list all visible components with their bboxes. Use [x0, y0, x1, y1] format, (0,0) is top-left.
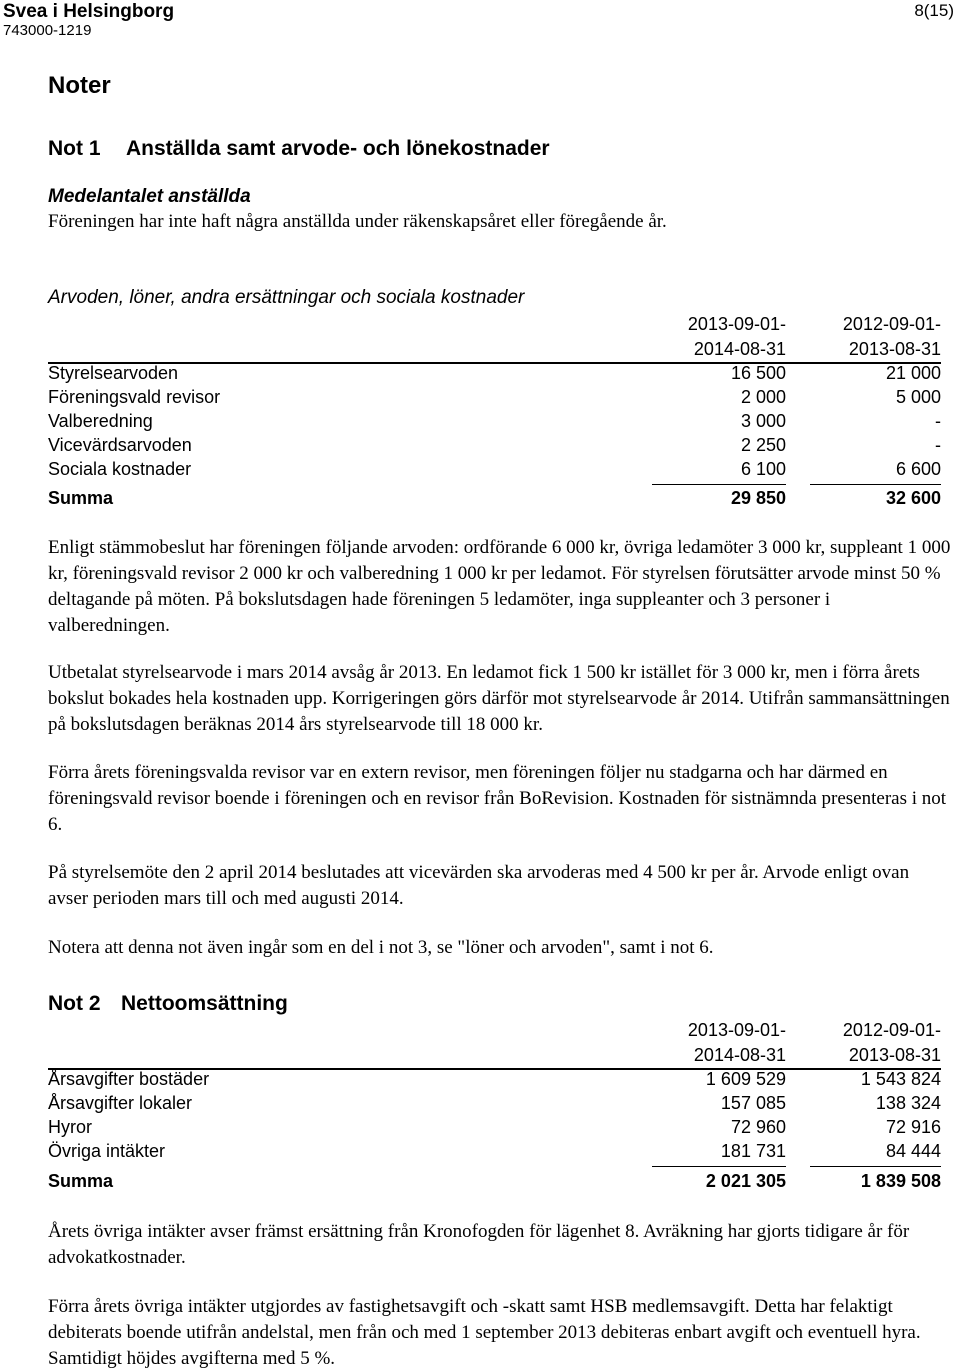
- revenue-col1-header: [688, 1018, 786, 1068]
- table-row: [48, 1093, 941, 1117]
- organization-name: Svea i Helsingborg: [3, 1, 175, 22]
- row-label: Hyror: [48, 1117, 92, 1137]
- note2-number: Not 2: [48, 992, 101, 1015]
- fees-col2-line2: 2013-08-31: [848, 339, 941, 359]
- row-label: Vicevärdsarvoden: [48, 435, 192, 455]
- row-value-previous: -: [935, 435, 941, 455]
- sum-value-current: 29 850: [730, 488, 786, 508]
- sum-label: Summa: [48, 1171, 114, 1191]
- paragraph: Förra årets övriga intäkter utgjordes av fastighetsavgift och -skatt samt HSB medlemsavgift. Detta har felaktigt debiterats boende utifrån andelstal, men från och med 1 september 2013 debiteras enbart avgift och eventuell hyra. Samtidigt höjdes avgifterna med 5 %.: [48, 1296, 921, 1369]
- note2-heading: [48, 992, 288, 1016]
- fees-col1-header: [688, 312, 786, 362]
- row-value-current: 3 000: [740, 411, 786, 431]
- row-label: Årsavgifter lokaler: [48, 1093, 193, 1113]
- table-row: [48, 1117, 941, 1141]
- fees-col1-line1: 2013-09-01-: [687, 314, 786, 334]
- table-sum-row: [48, 488, 941, 512]
- row-value-current: 16 500: [730, 363, 786, 383]
- row-value-previous: 138 324: [875, 1093, 941, 1113]
- sum-value-previous: 32 600: [885, 488, 941, 508]
- sum-value-current: 2 021 305: [705, 1171, 786, 1191]
- table-row: [48, 411, 941, 435]
- row-value-current: 181 731: [720, 1141, 786, 1161]
- note1-number: Not 1: [48, 137, 101, 160]
- row-value-current: 2 250: [740, 435, 786, 455]
- note2-title: Nettoomsättning: [121, 992, 288, 1015]
- row-label: Föreningsvald revisor: [48, 387, 221, 407]
- row-value-previous: -: [935, 411, 941, 431]
- row-value-current: 72 960: [730, 1117, 786, 1137]
- row-value-current: 157 085: [720, 1093, 786, 1113]
- revenue-col2-line1: 2012-09-01-: [842, 1020, 941, 1040]
- note1-title: Anställda samt arvode- och lönekostnader: [126, 137, 550, 160]
- row-value-previous: 1 543 824: [860, 1069, 941, 1089]
- row-label: Årsavgifter bostäder: [48, 1069, 210, 1089]
- page-number: 8(15): [914, 1, 954, 20]
- row-value-current: 2 000: [740, 387, 786, 407]
- table-row: [48, 387, 941, 411]
- revenue-col2-line2: 2013-08-31: [848, 1045, 941, 1065]
- row-value-previous: 84 444: [885, 1141, 941, 1161]
- table-row: [48, 1141, 941, 1165]
- paragraph: Enligt stämmobeslut har föreningen följande arvoden: ordförande 6 000 kr, övriga ledamöter 3 000 kr, suppleant 1 000 kr, föreningsvald revisor 2 000 kr och valberedning 1 000 kr per ledamot. För styrelsen förutsätter arvode minst 50 % deltagande på möten. På bokslutsdagen hade föreningen 5 ledamöter, inga suppleanter och 3 personer i valberedningen.: [48, 537, 951, 636]
- revenue-col1-line1: 2013-09-01-: [687, 1020, 786, 1040]
- row-label: Sociala kostnader: [48, 459, 192, 479]
- table-sum-row: [48, 1171, 941, 1195]
- sum-label: Summa: [48, 488, 114, 508]
- row-value-previous: 5 000: [895, 387, 941, 407]
- table-row: [48, 363, 941, 387]
- row-label: Styrelsearvoden: [48, 363, 179, 383]
- paragraph: På styrelsemöte den 2 april 2014 beslutades att vicevärden ska arvoderas med 4 500 kr per år. Arvode enligt ovan avser perioden mars till och med augusti 2014.: [48, 862, 910, 909]
- fees-col2-line1: 2012-09-01-: [842, 314, 941, 334]
- employees-subheading: Medelantalet anställda: [48, 186, 251, 207]
- paragraph: Utbetalat styrelsearvode i mars 2014 avsåg år 2013. En ledamot fick 1 500 kr istället för 3 000 kr, men i förra årets bokslut bokades hela kostnaden upp. Korrigeringen görs därför mot styrelsearvode år 2014. Utifrån sammansättningen på bokslutsdagen beräknas 2014 års styrelsearvode till 18 000 kr.: [48, 662, 950, 735]
- row-value-previous: 6 600: [895, 459, 941, 479]
- revenue-col1-line2: 2014-08-31: [693, 1045, 786, 1065]
- table-row: [48, 459, 941, 483]
- row-label: Valberedning: [48, 411, 153, 431]
- sum-rule-current: [652, 1166, 786, 1167]
- sum-rule-previous: [810, 484, 941, 485]
- employees-text: Föreningen har inte haft några anställda under räkenskapsåret eller föregående år.: [48, 211, 667, 232]
- sum-rule-current: [652, 484, 786, 485]
- row-value-previous: 21 000: [885, 363, 941, 383]
- fees-col2-header: [843, 312, 941, 362]
- organization-number: 743000-1219: [3, 22, 92, 39]
- row-label: Övriga intäkter: [48, 1141, 166, 1161]
- table-row: [48, 435, 941, 459]
- fees-table-subheading: Arvoden, löner, andra ersättningar och sociala kostnader: [48, 287, 525, 308]
- paragraph: Förra årets föreningsvalda revisor var en extern revisor, men föreningen följer nu stadgarna och har därmed en föreningsvald revisor boende i föreningen och en revisor från BoRevision. Kostnaden för sistnämnda presenteras i not 6.: [48, 762, 947, 835]
- paragraph: Notera att denna not även ingår som en del i not 3, se "löner och arvoden", samt i not 6.: [48, 937, 714, 958]
- sum-rule-previous: [810, 1166, 941, 1167]
- sum-value-previous: 1 839 508: [860, 1171, 941, 1191]
- page-title: Noter: [48, 72, 111, 99]
- row-value-current: 6 100: [740, 459, 786, 479]
- revenue-col2-header: [843, 1018, 941, 1068]
- paragraph: Årets övriga intäkter avser främst ersättning från Kronofogden för lägenhet 8. Avräkning har gjorts tidigare år för advokatkostnader.: [48, 1221, 910, 1268]
- fees-col1-line2: 2014-08-31: [693, 339, 786, 359]
- table-row: [48, 1069, 941, 1093]
- row-value-current: 1 609 529: [705, 1069, 786, 1089]
- note1-heading: [48, 137, 550, 161]
- row-value-previous: 72 916: [885, 1117, 941, 1137]
